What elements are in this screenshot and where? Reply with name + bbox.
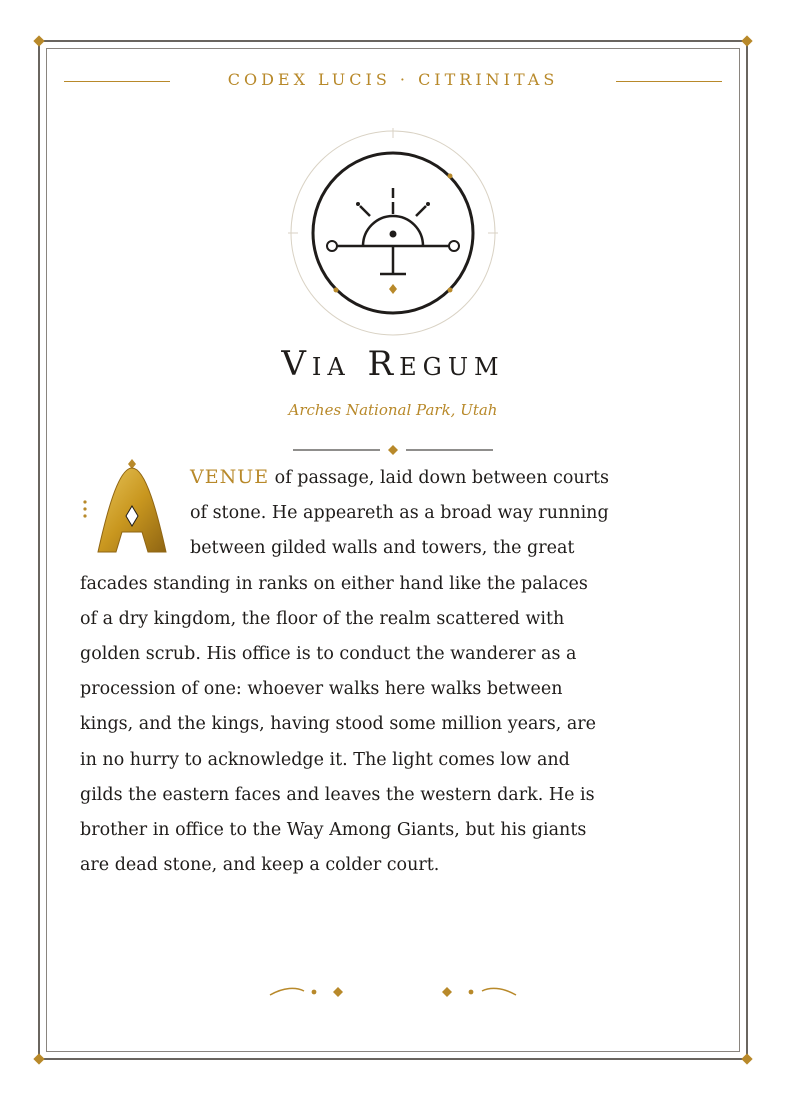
- body-line: kings, and the kings, having stood some million years, are: [80, 714, 597, 735]
- sigil-sun-over-horizon-icon: [288, 128, 498, 338]
- scroll-ornament-icon: [0, 978, 786, 1008]
- body-line: VENUE of passage, laid down between courts: [190, 466, 610, 488]
- body-line: golden scrub. His office is to conduct the wanderer as a: [80, 644, 577, 665]
- lead-word: VENUE: [190, 466, 270, 488]
- body-paragraph: [80, 460, 720, 883]
- body-line: facades standing in ranks on either hand like the palaces: [80, 573, 588, 594]
- body-line: between gilded walls and towers, the great: [190, 538, 575, 559]
- header-title: CODEX LUCIS · CITRINITAS: [227, 70, 559, 89]
- body-line: in no hurry to acknowledge it. The light comes low and: [80, 749, 570, 770]
- body-line: of stone. He appeareth as a broad way running: [190, 503, 609, 524]
- body-line: gilds the eastern faces and leaves the western dark. He is: [80, 784, 595, 805]
- page-subtitle: Arches National Park, Utah: [288, 401, 498, 419]
- body-line: procession of one: whoever walks here walks between: [80, 679, 563, 700]
- body-line: brother in office to the Way Among Giants, but his giants: [80, 820, 587, 841]
- page-title: Via Regum: [281, 344, 505, 384]
- body-line: are dead stone, and keep a colder court.: [80, 855, 440, 876]
- body-line: of a dry kingdom, the floor of the realm scattered with: [80, 608, 565, 629]
